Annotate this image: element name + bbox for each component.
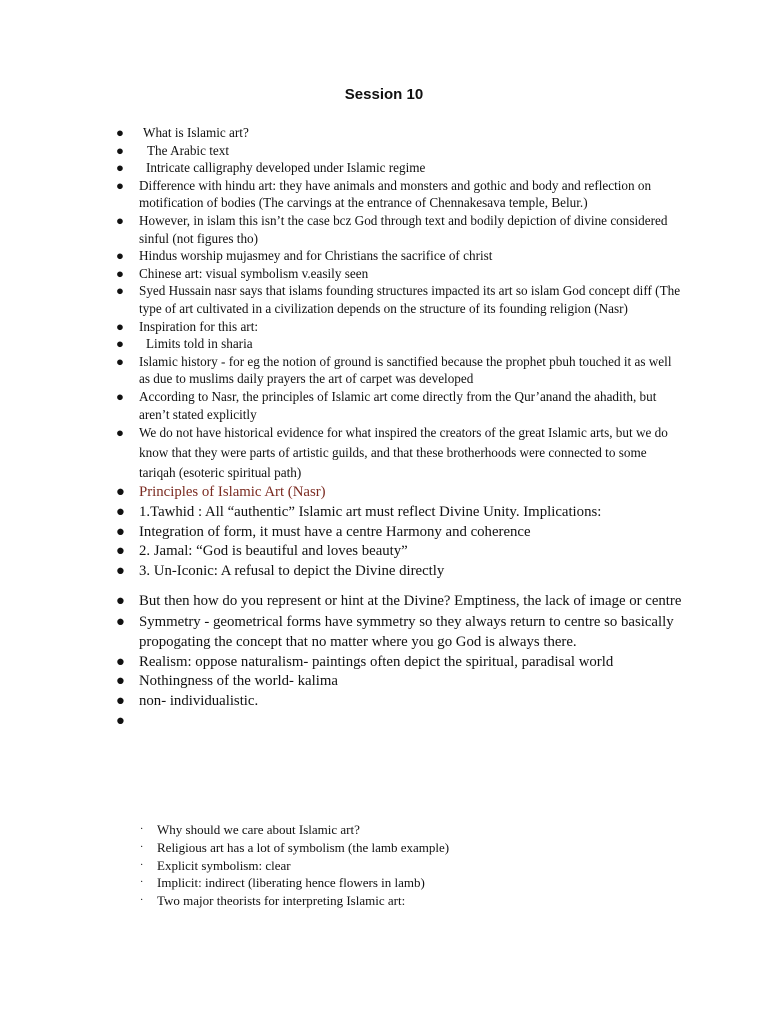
page-title: Session 10 bbox=[344, 86, 424, 103]
list-item: ● Difference with hindu art: they have animals and monsters and gothic and body and reflection on motification of bodies (The carvings at the entrance of Chennakesava temple, Belur.) bbox=[116, 177, 652, 211]
bullet-icon: ● bbox=[116, 318, 124, 334]
dot-bullet-icon: · bbox=[140, 859, 144, 871]
list-item: ● Intricate calligraphy developed under Islamic regime bbox=[116, 160, 426, 176]
list-item: ● 1.Tawhid : All “authentic” Islamic art must reflect Divine Unity. Implications: bbox=[0, 503, 684, 523]
list-item: ● 3. Un-Iconic: A refusal to depict the Divine directly bbox=[0, 562, 684, 582]
bullet-icon: ● bbox=[116, 265, 124, 281]
list-item: · Explicit symbolism: clear bbox=[140, 857, 291, 873]
bullet-icon: ● bbox=[116, 388, 124, 404]
list-item: · Religious art has a lot of symbolism (the lamb example) bbox=[140, 839, 450, 855]
list-item: ● But then how do you represent or hint at the Divine? Emptiness, the lack of image or centre bbox=[0, 590, 684, 613]
list-item: ● non- individualistic. bbox=[0, 692, 684, 712]
list-item: ● Hindus worship mujasmey and for Christians the sacrifice of christ bbox=[116, 248, 493, 264]
list-item: ● 2. Jamal: “God is beautiful and loves beauty” bbox=[0, 542, 684, 562]
sub-bullet-list bbox=[0, 821, 768, 910]
list-item: ● We do not have historical evidence for what inspired the creators of the great Islamic arts, but we do know that they were parts of artistic guilds, and that these brotherhoods were connected to some tariqah (esoteric spiritual path) bbox=[116, 425, 668, 481]
bullet-icon: ● bbox=[116, 614, 125, 631]
list-item: · Implicit: indirect (liberating hence flowers in lamb) bbox=[140, 875, 425, 891]
list-item: ● What is Islamic art? bbox=[116, 125, 249, 140]
bullet-icon: ● bbox=[116, 713, 125, 730]
list-item: · Two major theorists for interpreting Islamic art: bbox=[140, 893, 406, 909]
bullet-icon: ● bbox=[116, 248, 124, 264]
list-item: ● Syed Hussain nasr says that islams founding structures impacted its art so islam God concept diff (The type of art cultivated in a civilization depends on the structure of its founding religion (Nasr) bbox=[116, 283, 681, 316]
list-item: ● Limits told in sharia bbox=[116, 336, 253, 352]
bullet-icon: ● bbox=[116, 177, 124, 193]
bullet-icon: ● bbox=[116, 543, 125, 560]
bullet-icon: ● bbox=[116, 593, 125, 610]
bullet-icon: ● bbox=[116, 693, 125, 710]
bullet-icon: ● bbox=[116, 563, 125, 580]
list-item: ● According to Nasr, the principles of Islamic art come directly from the Qur’anand the ahadith, but aren’t stated explicitly bbox=[116, 388, 657, 422]
dot-bullet-icon: · bbox=[140, 841, 144, 853]
section-heading: ● Principles of Islamic Art (Nasr) bbox=[0, 483, 684, 503]
bullet-icon: ● bbox=[116, 336, 124, 352]
dot-bullet-icon: · bbox=[140, 824, 144, 835]
bullet-icon: ● bbox=[116, 283, 124, 299]
list-item: ● Islamic history - for eg the notion of ground is sanctified because the prophet pbuh touched it as well as due to muslims daily prayers the art of carpet was developed bbox=[116, 353, 672, 387]
bullet-icon: ● bbox=[116, 160, 124, 176]
list-item: ● Integration of form, it must have a centre Harmony and coherence bbox=[0, 523, 684, 543]
bullet-icon: ● bbox=[116, 484, 125, 501]
bullet-icon: ● bbox=[116, 503, 125, 520]
list-item: ● Symmetry - geometrical forms have symmetry so they always return to centre so basically propogating the concept that no matter where you go God is always there. bbox=[116, 614, 674, 650]
list-item: ● Chinese art: visual symbolism v.easily seen bbox=[116, 265, 369, 281]
bullet-icon: ● bbox=[116, 653, 125, 670]
bullet-icon: ● bbox=[116, 125, 124, 140]
bullet-icon: ● bbox=[116, 142, 124, 158]
dot-bullet-icon: · bbox=[140, 877, 144, 889]
list-item: ● Inspiration for this art: bbox=[116, 318, 259, 334]
bullet-icon: ● bbox=[116, 353, 124, 369]
list-item: ● Realism: oppose naturalism- paintings often depict the spiritual, paradisal world bbox=[0, 653, 684, 673]
dot-bullet-icon: · bbox=[140, 895, 144, 907]
list-item: ● The Arabic text bbox=[116, 142, 230, 158]
main-bullet-list bbox=[0, 124, 768, 732]
list-item: · Why should we care about Islamic art? bbox=[140, 822, 360, 837]
bullet-icon: ● bbox=[116, 212, 124, 228]
list-item bbox=[0, 712, 684, 732]
bullet-icon: ● bbox=[116, 673, 125, 690]
bullet-icon: ● bbox=[116, 425, 124, 441]
list-item: ● However, in islam this isn’t the case bcz God through text and bodily depiction of divine considered sinful (not figures tho) bbox=[116, 212, 668, 246]
list-item: ● Nothingness of the world- kalima bbox=[0, 672, 684, 692]
bullet-icon: ● bbox=[116, 523, 125, 540]
